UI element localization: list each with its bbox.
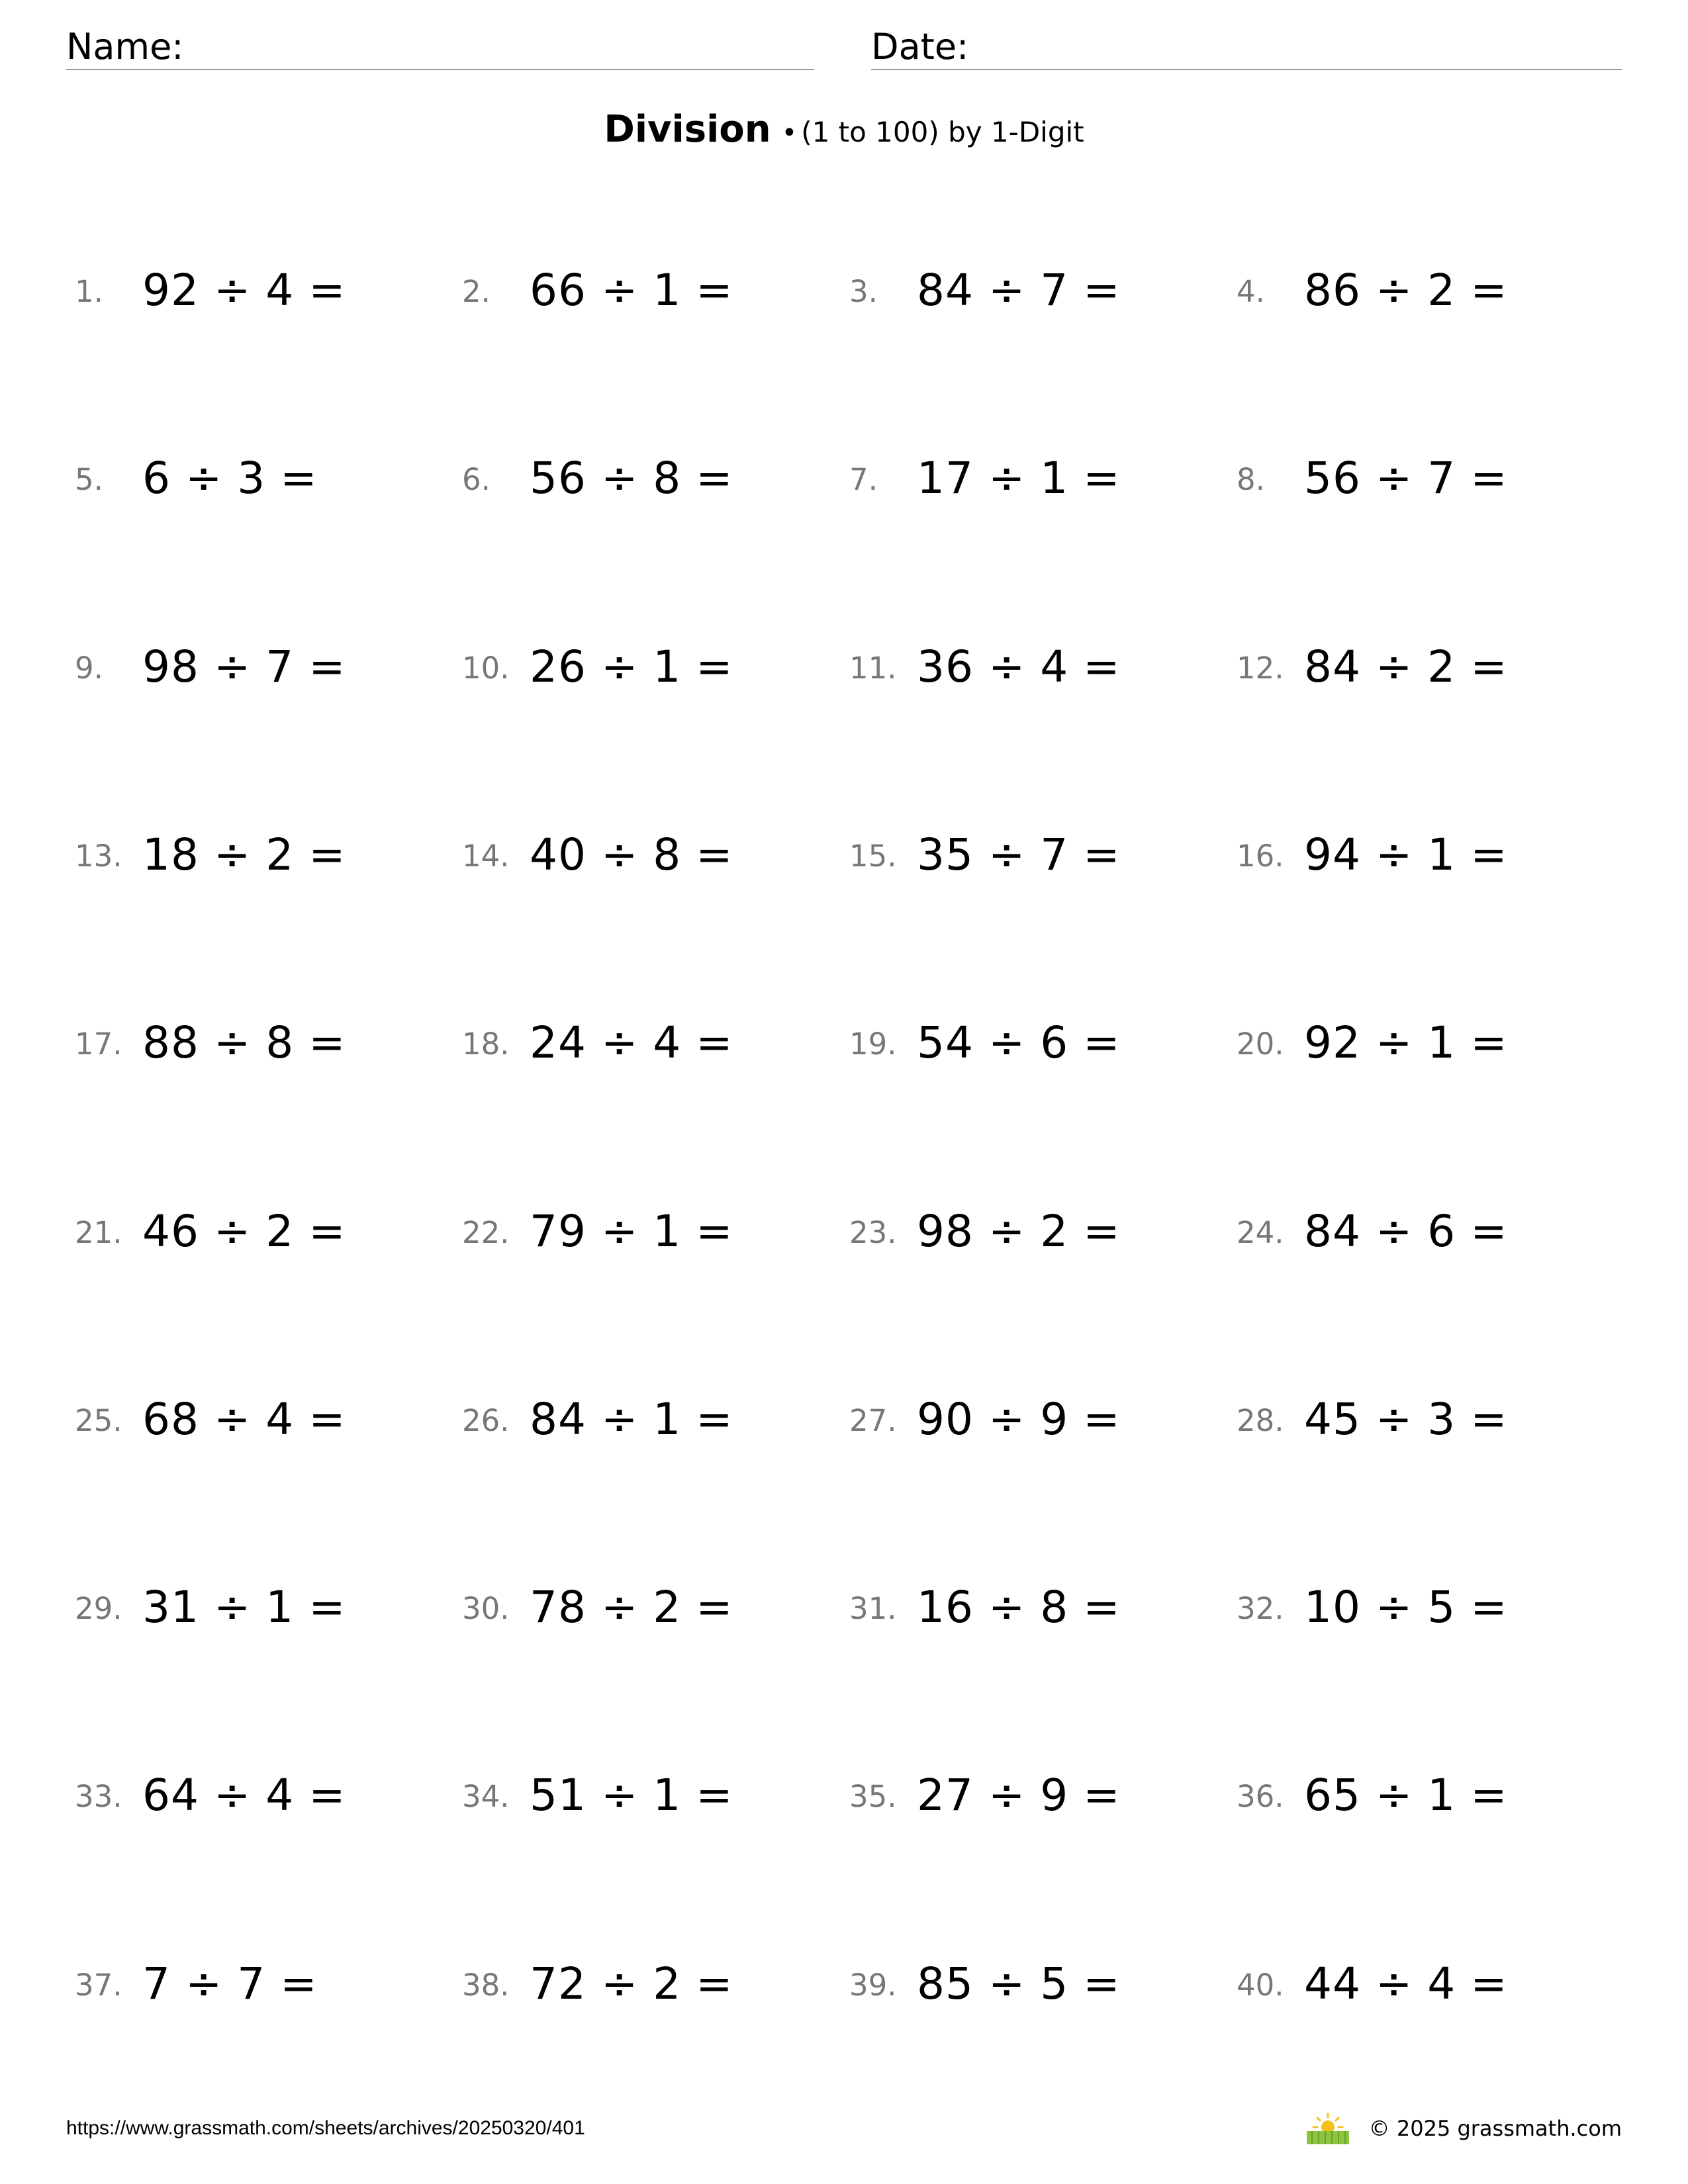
problem-number: 32. bbox=[1237, 1591, 1284, 1627]
problem-number: 7. bbox=[849, 462, 878, 498]
problem-number: 11. bbox=[849, 650, 897, 686]
problem-number: 20. bbox=[1237, 1026, 1284, 1062]
problem-expression: 16 ÷ 8 = bbox=[917, 1582, 1121, 1633]
problem-expression: 72 ÷ 2 = bbox=[530, 1958, 733, 2009]
problem-number: 14. bbox=[462, 838, 510, 874]
title-main: Division bbox=[604, 108, 771, 151]
problem-expression: 68 ÷ 4 = bbox=[142, 1393, 346, 1445]
problem-number: 12. bbox=[1237, 650, 1284, 686]
problem-expression: 6 ÷ 3 = bbox=[142, 453, 318, 504]
problem-item bbox=[1237, 1203, 1607, 1262]
problem-expression: 36 ÷ 4 = bbox=[917, 641, 1121, 692]
problem-item bbox=[849, 826, 1220, 886]
problem-expression: 65 ÷ 1 = bbox=[1304, 1770, 1508, 1821]
problem-expression: 92 ÷ 4 = bbox=[142, 265, 346, 316]
problem-number: 8. bbox=[1237, 462, 1265, 498]
problem-item bbox=[1237, 638, 1607, 698]
problem-item bbox=[849, 1578, 1220, 1638]
problem-expression: 56 ÷ 8 = bbox=[530, 453, 733, 504]
problem-item bbox=[462, 1203, 833, 1262]
problem-number: 31. bbox=[849, 1591, 897, 1627]
problem-number: 22. bbox=[462, 1214, 510, 1250]
problem-expression: 85 ÷ 5 = bbox=[917, 1958, 1121, 2009]
title-bullet: • bbox=[781, 118, 798, 148]
problem-expression: 56 ÷ 7 = bbox=[1304, 453, 1508, 504]
problem-expression: 26 ÷ 1 = bbox=[530, 641, 733, 692]
problem-item bbox=[849, 1955, 1220, 2015]
problem-number: 38. bbox=[462, 1967, 510, 2003]
problem-number: 13. bbox=[75, 838, 122, 874]
problem-item bbox=[75, 1766, 445, 1826]
problem-item bbox=[75, 638, 445, 698]
problem-expression: 51 ÷ 1 = bbox=[530, 1770, 733, 1821]
problem-number: 23. bbox=[849, 1214, 897, 1250]
problem-expression: 88 ÷ 8 = bbox=[142, 1017, 346, 1069]
footer-url: https://www.grassmath.com/sheets/archives/20250320/401 bbox=[66, 2117, 585, 2139]
problem-number: 2. bbox=[462, 274, 491, 309]
problem-expression: 31 ÷ 1 = bbox=[142, 1582, 346, 1633]
grass-sun-logo-icon bbox=[1304, 2111, 1352, 2146]
problem-expression: 98 ÷ 2 = bbox=[917, 1205, 1121, 1257]
problem-expression: 78 ÷ 2 = bbox=[530, 1582, 733, 1633]
problem-expression: 92 ÷ 1 = bbox=[1304, 1017, 1508, 1069]
problem-number: 19. bbox=[849, 1026, 897, 1062]
problem-expression: 54 ÷ 6 = bbox=[917, 1017, 1121, 1069]
problem-number: 18. bbox=[462, 1026, 510, 1062]
problem-item bbox=[849, 449, 1220, 509]
problem-item bbox=[1237, 449, 1607, 509]
problem-number: 16. bbox=[1237, 838, 1284, 874]
problem-number: 26. bbox=[462, 1402, 510, 1438]
problem-item bbox=[462, 1766, 833, 1826]
problem-number: 3. bbox=[849, 274, 878, 309]
problem-number: 36. bbox=[1237, 1779, 1284, 1815]
problem-expression: 46 ÷ 2 = bbox=[142, 1205, 346, 1257]
problem-number: 25. bbox=[75, 1402, 122, 1438]
problem-number: 6. bbox=[462, 462, 491, 498]
problem-item bbox=[462, 826, 833, 886]
problem-item bbox=[75, 1955, 445, 2015]
problem-item bbox=[462, 1390, 833, 1450]
problem-expression: 84 ÷ 1 = bbox=[530, 1393, 733, 1445]
problem-item bbox=[849, 1203, 1220, 1262]
problem-expression: 44 ÷ 4 = bbox=[1304, 1958, 1508, 2009]
problem-expression: 79 ÷ 1 = bbox=[530, 1205, 733, 1257]
problem-item bbox=[462, 449, 833, 509]
problem-number: 34. bbox=[462, 1779, 510, 1815]
problem-number: 4. bbox=[1237, 274, 1265, 309]
problem-number: 1. bbox=[75, 274, 103, 309]
problem-number: 39. bbox=[849, 1967, 897, 2003]
problem-number: 17. bbox=[75, 1026, 122, 1062]
problem-item bbox=[462, 1014, 833, 1073]
problem-expression: 64 ÷ 4 = bbox=[142, 1770, 346, 1821]
problem-item bbox=[849, 1014, 1220, 1073]
name-label: Name: bbox=[66, 26, 184, 68]
problem-item bbox=[1237, 1390, 1607, 1450]
problem-item bbox=[849, 1766, 1220, 1826]
title-subtitle: (1 to 100) by 1-Digit bbox=[801, 116, 1084, 148]
problem-number: 21. bbox=[75, 1214, 122, 1250]
problem-expression: 86 ÷ 2 = bbox=[1304, 265, 1508, 316]
problem-expression: 45 ÷ 3 = bbox=[1304, 1393, 1508, 1445]
footer-copyright: © 2025 grassmath.com bbox=[1368, 2116, 1622, 2141]
problem-item bbox=[75, 1014, 445, 1073]
problem-item bbox=[462, 1955, 833, 2015]
problem-item bbox=[75, 1203, 445, 1262]
problem-expression: 84 ÷ 2 = bbox=[1304, 641, 1508, 692]
problem-number: 37. bbox=[75, 1967, 122, 2003]
problem-expression: 40 ÷ 8 = bbox=[530, 829, 733, 880]
problem-expression: 17 ÷ 1 = bbox=[917, 453, 1121, 504]
problem-number: 24. bbox=[1237, 1214, 1284, 1250]
problem-item bbox=[75, 1578, 445, 1638]
problem-item bbox=[1237, 1955, 1607, 2015]
problem-item bbox=[75, 1390, 445, 1450]
problem-number: 9. bbox=[75, 650, 103, 686]
problem-expression: 7 ÷ 7 = bbox=[142, 1958, 318, 2009]
problem-item bbox=[1237, 261, 1607, 321]
footer-right bbox=[1304, 2110, 1622, 2147]
problem-item bbox=[462, 1578, 833, 1638]
date-label: Date: bbox=[871, 26, 969, 68]
problem-expression: 84 ÷ 7 = bbox=[917, 265, 1121, 316]
problem-item bbox=[849, 261, 1220, 321]
problem-item bbox=[1237, 1766, 1607, 1826]
problem-item bbox=[75, 261, 445, 321]
problem-item bbox=[462, 638, 833, 698]
problem-number: 33. bbox=[75, 1779, 122, 1815]
problem-item bbox=[462, 261, 833, 321]
problem-item bbox=[1237, 1014, 1607, 1073]
problem-number: 15. bbox=[849, 838, 897, 874]
problem-expression: 66 ÷ 1 = bbox=[530, 265, 733, 316]
problem-number: 30. bbox=[462, 1591, 510, 1627]
problem-expression: 27 ÷ 9 = bbox=[917, 1770, 1121, 1821]
problem-expression: 18 ÷ 2 = bbox=[142, 829, 346, 880]
problem-item bbox=[75, 449, 445, 509]
problem-expression: 90 ÷ 9 = bbox=[917, 1393, 1121, 1445]
problem-number: 5. bbox=[75, 462, 103, 498]
problem-item bbox=[849, 1390, 1220, 1450]
problem-number: 10. bbox=[462, 650, 510, 686]
problem-expression: 10 ÷ 5 = bbox=[1304, 1582, 1508, 1633]
problem-item bbox=[849, 638, 1220, 698]
problem-expression: 24 ÷ 4 = bbox=[530, 1017, 733, 1069]
problem-expression: 35 ÷ 7 = bbox=[917, 829, 1121, 880]
problem-item bbox=[75, 826, 445, 886]
problem-number: 35. bbox=[849, 1779, 897, 1815]
problem-item bbox=[1237, 1578, 1607, 1638]
problem-number: 29. bbox=[75, 1591, 122, 1627]
problem-item bbox=[1237, 826, 1607, 886]
problem-expression: 94 ÷ 1 = bbox=[1304, 829, 1508, 880]
problem-number: 40. bbox=[1237, 1967, 1284, 2003]
problem-number: 27. bbox=[849, 1402, 897, 1438]
problem-number: 28. bbox=[1237, 1402, 1284, 1438]
problem-expression: 84 ÷ 6 = bbox=[1304, 1205, 1508, 1257]
problem-expression: 98 ÷ 7 = bbox=[142, 641, 346, 692]
